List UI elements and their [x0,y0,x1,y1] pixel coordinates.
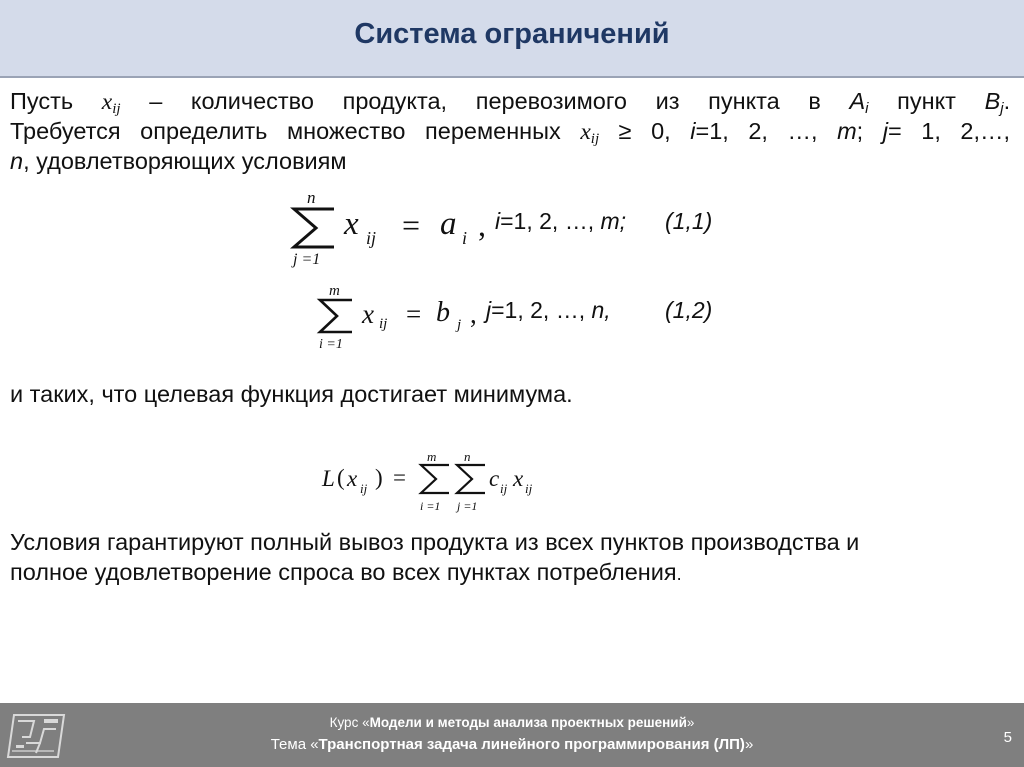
eq3-x2: x [513,466,524,491]
m-symbol: m; [837,118,864,144]
a-i-symbol: $A_i$ [849,88,869,117]
intro-word: пункта [708,88,780,114]
intro-line-1 [10,86,1010,117]
intro-word: продукта, [342,88,448,114]
b-j-symbol: $B_j$. [984,88,1011,117]
eq3-equals: = [393,465,406,490]
intro-word: количество [190,88,314,114]
intro-line-3-text: , удовлетворяющих условиям [23,148,347,174]
eq2-label: (1,2) [665,297,713,323]
eq2-b: b [436,297,450,328]
eq1-label: (1,1) [665,208,713,234]
eq1-a: a [440,206,457,242]
sigma-icon [316,297,356,335]
sigma-icon [454,462,488,496]
j-range: j= 1, 2,…, [882,118,1011,144]
eq3-open-paren: ( [337,465,345,490]
intro-word: Пусть [10,88,74,114]
footer-course: Курс «Модели и методы анализа проектных решений» [329,715,695,730]
eq2-lower-limit: i =1 [319,337,343,352]
n-symbol: n [10,148,24,174]
x-ij-symbol: $x_{ij}$ [101,89,121,117]
intro-word: в [808,88,821,114]
eq2-upper-limit: m [329,283,340,299]
footer [0,703,1024,767]
intro-word: пункт [897,88,956,114]
eq3-sum2-upper: n [464,449,471,464]
eq3-x: x [347,466,358,491]
eq3-c-sub: ij [500,481,508,496]
eq3-L: L [322,466,335,491]
eq3-c: c [489,466,500,491]
x-ij-symbol: $x_{ij}$ [580,119,600,147]
eq3-x-sub: ij [360,481,368,496]
intro-line-2-text: Требуется определить множество переменных [10,118,561,144]
intro-word: перевозимого [475,88,627,114]
page-number: 5 [1003,729,1012,746]
title-bar [0,0,1024,78]
eq1-condition: i=1, 2, …, m; [495,208,627,234]
eq2-x-sub: ij [379,316,388,332]
eq3-sum1-lower: i =1 [420,499,441,513]
eq3-close-paren: ) [375,465,383,490]
eq3-sum2-lower: j =1 [457,499,478,513]
objective-text: и таких, что целевая функция достигает минимума. [10,381,573,407]
eq1-x: x [344,206,359,242]
intro-word: из [655,88,680,114]
slide-title: Система ограничений [354,18,670,50]
eq2-condition: j=1, 2, …, n, [486,297,611,323]
eq2-b-sub: j [457,317,462,333]
footer-topic: Тема «Транспортная задача линейного программирования (ЛП)» [270,736,754,753]
eq2-comma: , [470,299,477,329]
nonneg-condition: ≥ 0, [618,118,671,144]
conclusion-text [10,527,1010,589]
intro-word: – [149,88,163,114]
i-range: i=1, 2, …, [690,118,818,144]
eq1-a-sub: i [462,228,468,248]
eq1-upper-limit: n [307,188,316,207]
intro-line-3 [10,146,1010,176]
eq1-equals: = [402,207,421,243]
sigma-icon [290,205,338,251]
eq1-lower-limit: j =1 [293,251,321,268]
sigma-icon [418,462,452,496]
intro-line-2 [10,116,1010,147]
eq1-comma: , [478,207,486,243]
eq3-sum1-upper: m [427,449,437,464]
eq1-x-sub: ij [366,228,377,248]
eq2-equals: = [406,299,422,329]
eq3-x2-sub: ij [525,481,533,496]
conclusion-line-1: Условия гарантируют полный вывоз продукта из всех пунктов производства и [10,529,860,555]
eq2-x: x [362,299,374,329]
conclusion-line-2: полное удовлетворение спроса во всех пунктах потребления. [10,559,682,585]
